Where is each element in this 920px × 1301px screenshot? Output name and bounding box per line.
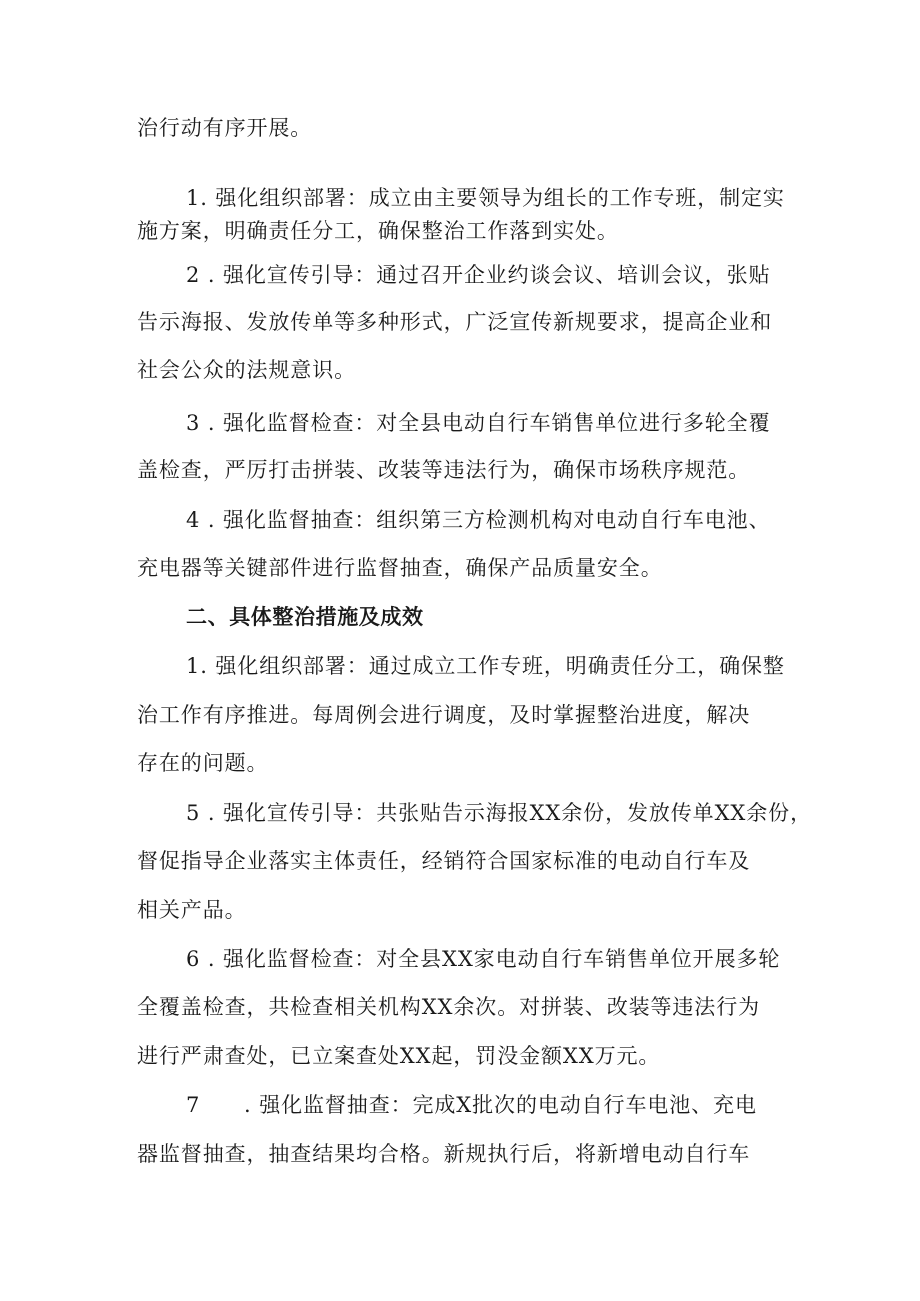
paragraph-line: 1. 强化组织部署：成立由主要领导为组长的工作专班，制定实 — [186, 186, 785, 210]
paragraph-line: 器监督抽查，抽查结果均合格。新规执行后，将新增电动自行车 — [137, 1142, 751, 1166]
paragraph-line: 治工作有序推进。每周例会进行调度，及时掌握整治进度，解决 — [137, 703, 751, 727]
paragraph-line: 施方案，明确责任分工，确保整治工作落到实处。 — [137, 219, 619, 243]
paragraph-line: 充电器等关键部件进行监督抽查，确保产品质量安全。 — [137, 556, 663, 580]
section-heading: 二、具体整治措施及成效 — [186, 605, 424, 629]
paragraph-line: 治行动有序开展。 — [137, 116, 313, 140]
paragraph-line: 4 . 强化监督抽查：组织第三方检测机构对电动自行车电池、 — [186, 508, 771, 532]
paragraph-line: 盖检查，严厉打击拼装、改装等违法行为，确保市场秩序规范。 — [137, 458, 751, 482]
paragraph-line: 存在的问题。 — [137, 751, 269, 775]
paragraph-line: 进行严肃查处，已立案查处XX起，罚没金额XX万元。 — [137, 1044, 661, 1068]
paragraph-line: 5 . 强化宣传引导：共张贴告示海报XX余份，发放传单XX余份， — [186, 801, 812, 825]
paragraph-line: 全覆盖检查，共检查相关机构XX余次。对拼装、改装等违法行为 — [137, 995, 760, 1019]
paragraph-line: 3 . 强化监督检查：对全县电动自行车销售单位进行多轮全覆 — [186, 411, 771, 435]
paragraph-line: 督促指导企业落实主体责任，经销符合国家标准的电动自行车及 — [137, 849, 751, 873]
paragraph-line: 2 . 强化宣传引导：通过召开企业约谈会议、培训会议，张贴 — [186, 263, 771, 287]
paragraph-line: 社会公众的法规意识。 — [137, 358, 356, 382]
paragraph-line: 1. 强化组织部署：通过成立工作专班，明确责任分工，确保整 — [186, 654, 785, 678]
paragraph-line: 7 . 强化监督抽查：完成X批次的电动自行车电池、充电 — [186, 1093, 757, 1117]
paragraph-line: 相关产品。 — [137, 898, 247, 922]
paragraph-line: 6 . 强化监督检查：对全县XX家电动自行车销售单位开展多轮 — [186, 947, 781, 971]
paragraph-line: 告示海报、发放传单等多种形式，广泛宣传新规要求，提高企业和 — [137, 310, 773, 334]
